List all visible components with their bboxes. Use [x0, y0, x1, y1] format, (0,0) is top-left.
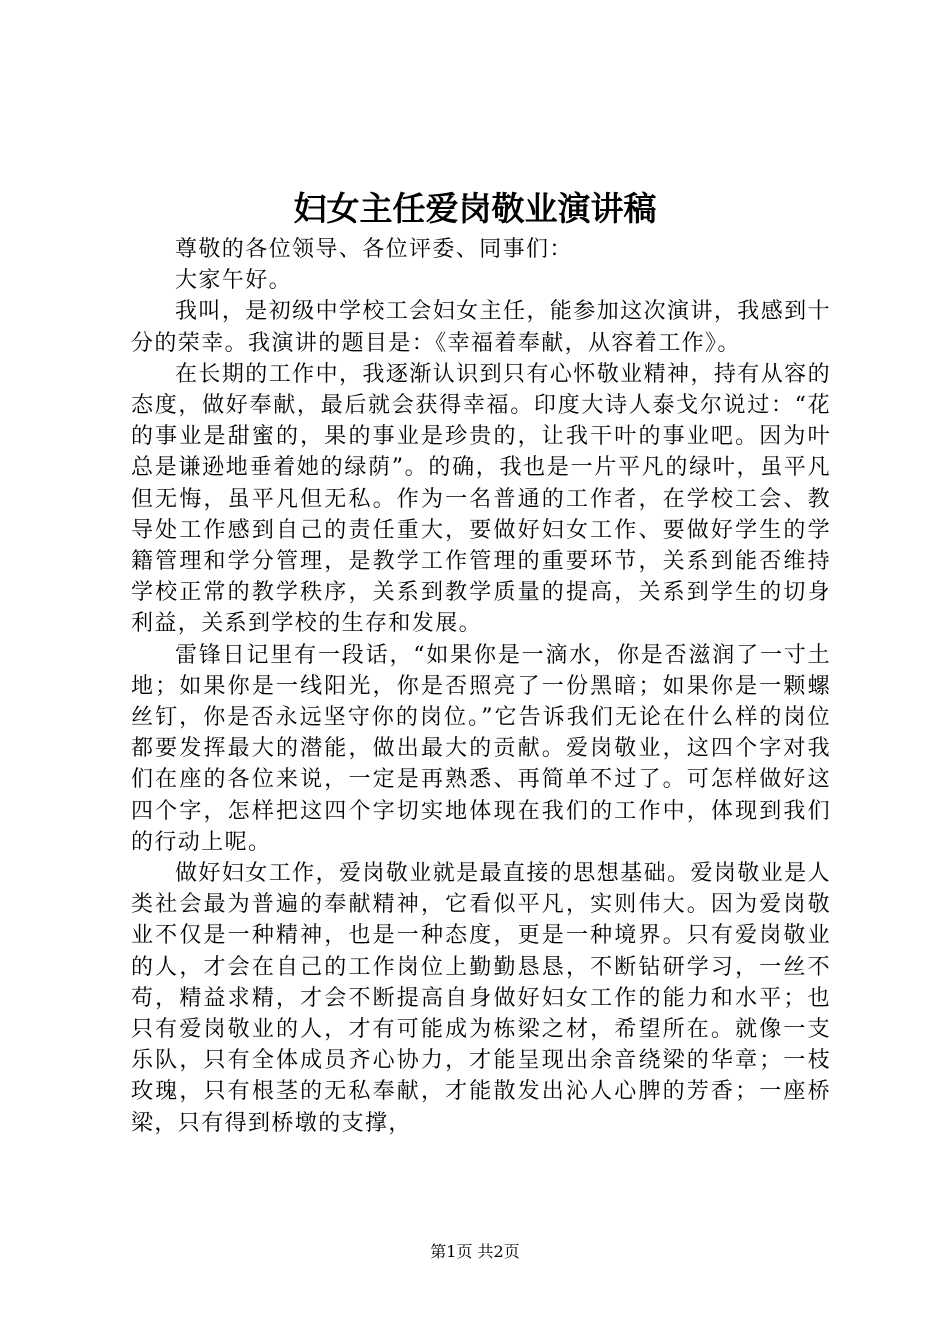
- body-paragraph: 在长期的工作中，我逐渐认识到只有心怀敬业精神，持有从容的态度，做好奉献，最后就会获得幸福。印度大诗人泰戈尔说过：“花的事业是甜蜜的，果的事业是珍贵的，让我干叶的事业吧。因为叶总是谦逊地垂着她的绿荫”。的确，我也是一片平凡的绿叶，虽平凡但无悔，虽平凡但无私。作为一名普通的工作者，在学校工会、教导处工作感到自己的责任重大，要做好妇女工作、要做好学生的学籍管理和学分管理，是教学工作管理的重要环节，关系到能否维持学校正常的教学秩序，关系到教学质量的提高，关系到学生的切身利益，关系到学校的生存和发展。: [131, 361, 831, 637]
- salutation-paragraph: 尊敬的各位领导、各位评委、同事们：: [175, 237, 573, 262]
- document-title: 妇女主任爱岗敬业演讲稿: [293, 189, 657, 228]
- body-paragraph: 雷锋日记里有一段话，“如果你是一滴水，你是否滋润了一寸土地；如果你是一线阳光，你是否照亮了一份黑暗；如果你是一颗螺丝钉，你是否永远坚守你的岗位。”它告诉我们无论在什么样的岗位都要发挥最大的潜能，做出最大的贡献。爱岗敬业，这四个字对我们在座的各位来说，一定是再熟悉、再简单不过了。可怎样做好这四个字，怎样把这四个字切实地体现在我们的工作中，体现到我们的行动上呢。: [131, 642, 831, 855]
- document-body: [131, 234, 831, 1139]
- page-number-label: 第1页 共2页: [430, 1242, 520, 1261]
- body-paragraph: 做好妇女工作，爱岗敬业就是最直接的思想基础。爱岗敬业是人类社会最为普遍的奉献精神，它看似平凡，实则伟大。因为爱岗敬业不仅是一种精神，也是一种态度，更是一种境界。只有爱岗敬业的人，才会在自己的工作岗位上勤勤恳恳，不断钻研学习，一丝不苟，精益求精，才会不断提高自身做好妇女工作的能力和水平；也只有爱岗敬业的人，才有可能成为栋梁之材，希望所在。就像一支乐队，只有全体成员齐心协力，才能呈现出余音绕梁的华章；一枝玫瑰，只有根茎的无私奉献，才能散发出沁人心脾的芳香；一座桥梁，只有得到桥墩的支撑，: [131, 861, 831, 1136]
- page-footer: [0, 1240, 950, 1264]
- body-paragraph: 我叫，是初级中学校工会妇女主任，能参加这次演讲，我感到十分的荣幸。我演讲的题目是：《幸福着奉献，从容着工作》。: [131, 299, 831, 356]
- greeting-paragraph: 大家午好。: [175, 268, 293, 294]
